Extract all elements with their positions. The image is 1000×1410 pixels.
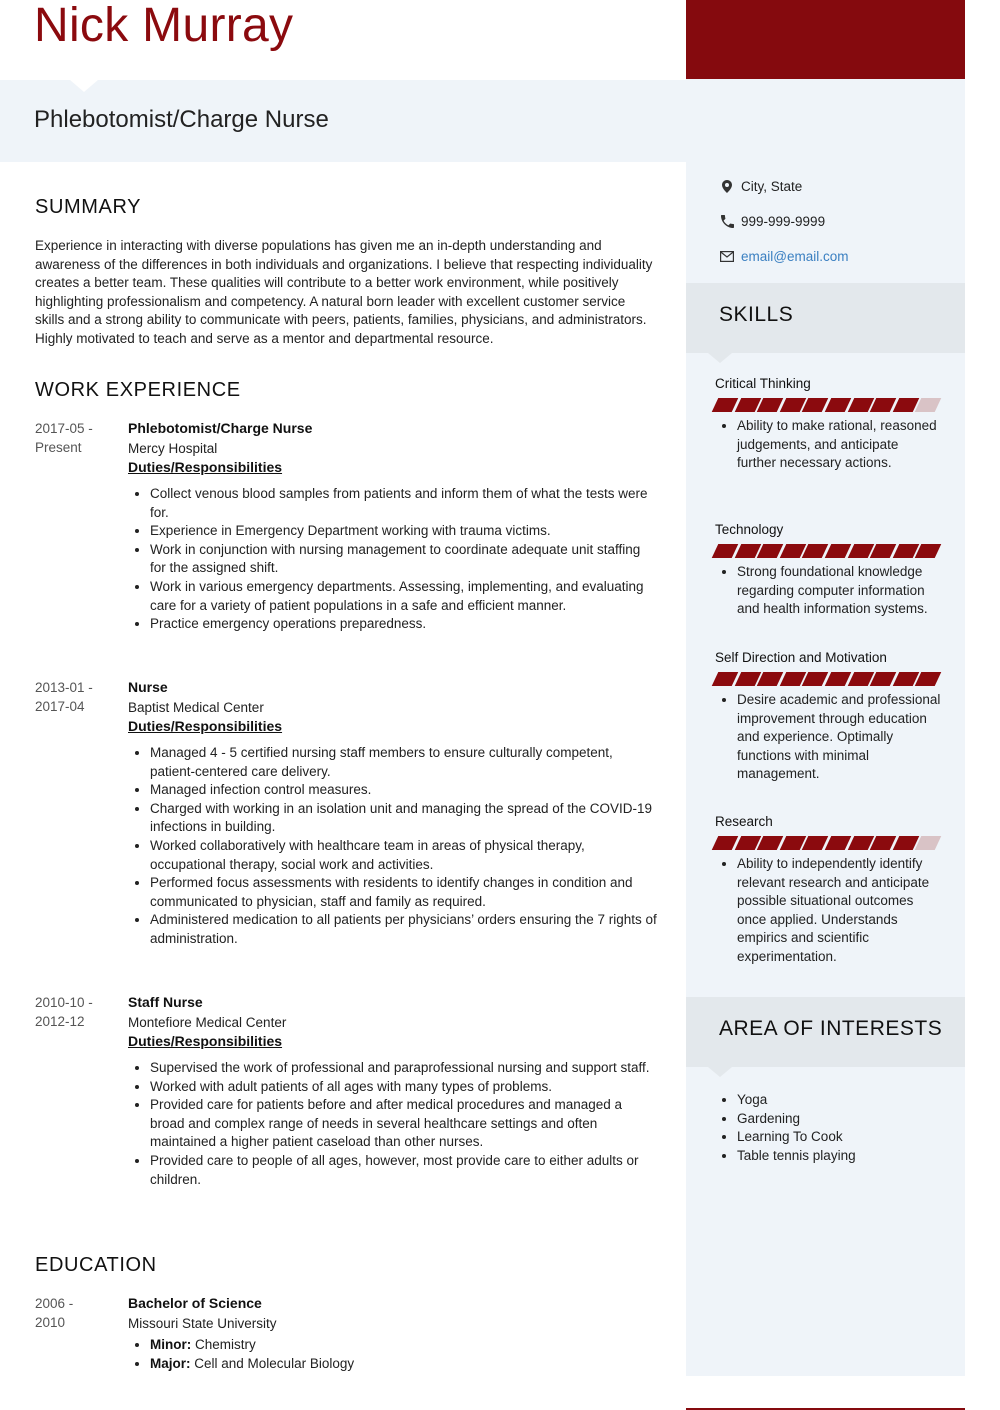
skill-name: Self Direction and Motivation	[715, 650, 887, 665]
skill-segment-filled	[825, 544, 852, 558]
skill-name: Technology	[715, 522, 784, 537]
duty-item: • Supervised the work of professional and paraprofessional nursing and support staff.	[150, 1059, 658, 1078]
skill-segment-empty	[915, 398, 942, 412]
duty-item: • Performed focus assessments with residents to identify changes in condition and communicated to physician, staff and family as required.	[150, 874, 658, 911]
job-role: Nurse	[128, 679, 168, 695]
skills-header-pointer	[708, 353, 732, 363]
skill-segment-filled	[825, 836, 852, 850]
duty-item: • Worked collaboratively with healthcare team in areas of physical therapy, occupational therapy, social work and activities.	[150, 837, 658, 874]
contact-email[interactable]	[720, 249, 848, 264]
education-dates: 2006 - 2010	[35, 1296, 74, 1330]
interest-item: • Gardening	[737, 1110, 941, 1129]
job-employer: Baptist Medical Center	[128, 700, 264, 715]
interests-header	[686, 997, 965, 1067]
job-dates: 2017-05 - Present	[35, 421, 93, 455]
skill-item	[715, 522, 941, 619]
school: Missouri State University	[128, 1316, 277, 1331]
job-role: Staff Nurse	[128, 994, 203, 1010]
phone-text: 999-999-9999	[741, 214, 826, 229]
duty-item: • Work in various emergency departments. Assessing, implementing, and evaluating care for a variety of patient populations in a safe and efficient manner.	[150, 578, 658, 615]
skill-description: • Ability to independently identify relevant research and anticipate possible situational outcomes once applied. Understands empirics and scientific experimentation.	[737, 855, 941, 966]
interest-item: • Learning To Cook	[737, 1128, 941, 1147]
work-experience-heading: WORK EXPERIENCE	[35, 379, 241, 401]
skill-level-bar	[715, 672, 941, 686]
duties-label: Duties/Responsibilities	[128, 718, 283, 734]
job-employer: Montefiore Medical Center	[128, 1015, 287, 1030]
envelope-icon	[720, 250, 734, 264]
skill-name: Critical Thinking	[715, 376, 811, 391]
summary-text: Experience in interacting with diverse populations has given me an in-depth understanding and awareness of the differences in both individuals and organizations. I believe that respecting individuality creates a better team. These qualities will contribute to a better work environment, while positively highlighting professionalism and competency. A natural born leader with excellent customer service skills and a strong ability to communicate with peers, patients, families, physicians, and administrators. Highly motivated to teach and serve as a mentor and departmental resource.	[35, 238, 653, 346]
duties-label: Duties/Responsibilities	[128, 1033, 283, 1049]
email-link[interactable]: email@email.com	[741, 249, 849, 264]
interests-list	[715, 1091, 941, 1165]
skills-heading: SKILLS	[719, 303, 794, 326]
candidate-name: Nick Murray	[34, 0, 294, 52]
duty-item: • Experience in Emergency Department working with trauma victims.	[150, 522, 658, 541]
skill-level-bar	[715, 398, 941, 412]
duty-item: • Collect venous blood samples from patients and inform them of what the tests were for.	[150, 485, 658, 522]
duty-item: • Provided care for patients before and after medical procedures and managed a broad and complex range of needs in several healthcare settings and often maintained a higher patient caseload than other nurses.	[150, 1096, 658, 1152]
skill-item	[715, 376, 941, 473]
skill-description: • Strong foundational knowledge regarding computer information and health information systems.	[737, 563, 941, 619]
phone-icon	[720, 215, 734, 229]
skill-segment-filled	[915, 672, 942, 686]
major-label: Major:	[150, 1355, 191, 1371]
job-dates: 2010-10 - 2012-12	[35, 995, 93, 1029]
skill-item	[715, 814, 941, 966]
job-employer: Mercy Hospital	[128, 441, 218, 456]
minor-label: Minor:	[150, 1337, 192, 1352]
candidate-title: Phlebotomist/Charge Nurse	[34, 106, 329, 133]
skill-name: Research	[715, 814, 773, 829]
skill-item	[715, 650, 941, 784]
summary-heading: SUMMARY	[35, 196, 142, 218]
skill-segment-empty	[915, 836, 942, 850]
contact-phone	[720, 214, 825, 229]
sidebar-accent-block	[686, 0, 965, 79]
header-notch	[70, 80, 98, 92]
interests-heading: AREA OF INTERESTS	[719, 1017, 943, 1040]
interest-item: • Table tennis playing	[737, 1147, 941, 1166]
skill-description: • Ability to make rational, reasoned judgements, and anticipate further necessary actions.	[737, 417, 941, 473]
duty-item: • Provided care to people of all ages, however, most provide care to either adults or children.	[150, 1152, 658, 1189]
skill-segment-filled	[825, 672, 852, 686]
location-text: City, State	[741, 179, 803, 194]
interests-header-pointer	[708, 1067, 732, 1077]
contact-location	[720, 179, 802, 194]
duties-label: Duties/Responsibilities	[128, 459, 283, 475]
job-role: Phlebotomist/Charge Nurse	[128, 420, 313, 436]
education-heading: EDUCATION	[35, 1254, 157, 1276]
duty-item: • Managed infection control measures.	[150, 781, 658, 800]
degree: Bachelor of Science	[128, 1295, 262, 1311]
major-value: Cell and Molecular Biology	[194, 1355, 355, 1371]
skills-header	[686, 283, 965, 353]
duty-item: • Worked with adult patients of all ages with many types of problems.	[150, 1078, 658, 1097]
duty-item: • Work in conjunction with nursing management to coordinate adequate unit staffing for the assigned shift.	[150, 541, 658, 578]
duty-item: • Administered medication to all patients per physicians’ orders ensuring the 7 rights of administration.	[150, 911, 658, 948]
skill-level-bar	[715, 836, 941, 850]
interest-item: • Yoga	[737, 1091, 941, 1110]
duty-item: • Managed 4 - 5 certified nursing staff members to ensure culturally competent, patient-centered care delivery.	[150, 744, 658, 781]
job-dates: 2013-01 - 2017-04	[35, 680, 93, 714]
skill-segment-filled	[825, 398, 852, 412]
duty-item: • Charged with working in an isolation unit and managing the spread of the COVID-19 infections in building.	[150, 800, 658, 837]
major-item	[150, 1355, 658, 1374]
minor-value: Chemistry	[195, 1337, 256, 1352]
duty-item: • Practice emergency operations preparedness.	[150, 615, 658, 634]
skill-description: • Desire academic and professional improvement through education and experience. Optimally functions with minimal management.	[737, 691, 941, 784]
location-pin-icon	[720, 180, 734, 194]
skill-level-bar	[715, 544, 941, 558]
minor-item	[150, 1336, 658, 1355]
skill-segment-filled	[915, 544, 942, 558]
